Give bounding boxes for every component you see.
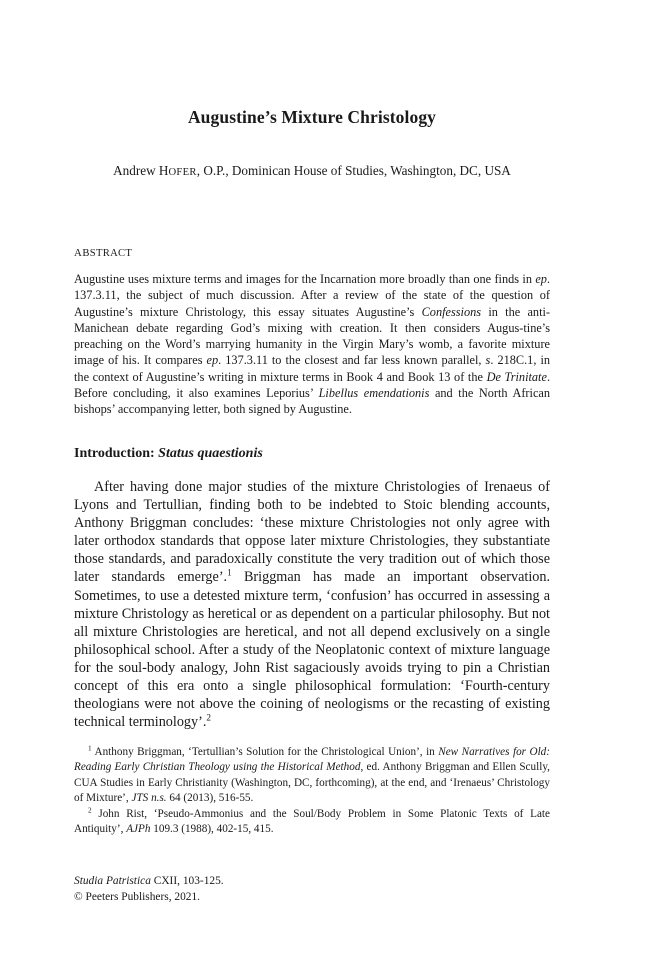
abstract-italic: s [485,353,491,368]
copyright-line: © Peeters Publishers, 2021. [74,890,201,903]
footnote-italic: JTS n.s. [131,792,167,805]
journal-name: Studia Patristica [74,875,151,887]
body-segment: After having done major studies of the mixture Christologies of Irenaeus of Lyons and Tertullian, finding both to be indebted to Stoic blending accounts, Anthony Briggman concludes: ‘these mixture Christologies not only agree with later orthodox standards that oppose later mixture Christologies, they substantiate those standards, and paradoxically constitute the very tradition out of which those later standards emerge’. [74,479,550,586]
footnote-2 [74,807,550,838]
abstract-segment: . 218C.1, in the context of Augustine’s writing in mixture terms in Book 4 and Book 13 of the [74,353,551,384]
abstract-segment: and the North African bishops’ accompanying letter, both signed by Augustine. [74,386,551,417]
abstract-segment: . 137.3.11 to the closest and far less known parallel, [218,353,486,368]
footnote-1 [74,745,550,807]
abstract-italic: ep [206,353,219,368]
abstract-text [74,271,550,418]
abstract-segment: Augustine uses mixture terms and images for the Incarnation more broadly than one finds in [74,272,536,286]
abstract-segment: . 137.3.11, the subject of much discussion. After a review of the state of the question of Augustine’s mixture Christology, this essay situates Augustine’s [74,272,550,319]
footnote-ref-2[interactable]: 2 [206,712,211,723]
abstract-segment: . Before concluding, it also examines Leporius’ [74,369,551,401]
footnote-italic: New Narratives for Old: Reading Early Christian Theology using the Historical Method [74,746,550,774]
footnote-segment: John Rist, ‘Pseudo-Ammonius and the Soul/Body Problem in Some Platonic Texts of Late Antiquity’, [74,807,550,836]
abstract-segment: in the anti-Manichean debate regarding God’s mixing with creation. It then considers Augus-tine’s preaching on the Word’s marrying humanity in the Virgin Mary’s womb, a favorite mixture image of his. It compares [74,304,550,368]
footnote-segment: 64 (2013), 516-55. [166,792,254,805]
abstract-italic: Libellus emendationis [318,386,430,401]
footnote-ref-1[interactable]: 1 [227,567,232,578]
section-heading [74,446,263,462]
abstract-italic: Confessions [421,304,482,319]
paper-title: Augustine’s Mixture Christology [187,107,437,127]
body-segment: Briggman has made an important observation. Sometimes, to use a detested mixture term, ‘confusion’ has occurred in assessing a mixture Christology as heretical or as dependent on a particular philosophy. But not all mixture Christologies are heretical, and not all depend exclusively on a single philosophical school. After a study of the Neoplatonic context of mixture language for the soul-body analogy, John Rist sagaciously avoids trying to pin a Christian concept of this era onto a single philosophical formulation: ‘Fourth-century theologians were not above the coining of neologisms or the recasting of existing technical terminology’. [74,569,550,731]
abstract-heading-rest: BSTRACT [82,248,133,259]
footnotes [74,745,550,837]
author-line [0,163,624,179]
abstract-heading [74,247,132,259]
author-surname-initial: H [158,163,169,178]
footnote-italic: AJPh [126,823,151,836]
journal-pages: CXII, 103-125. [150,875,224,887]
section-heading-italic: Status quaestionis [158,446,263,461]
imprint [74,874,224,905]
footnote-segment: Anthony Briggman, ‘Tertullian’s Solution for the Christological Union’, in [91,746,439,758]
footnote-mark: 1 [88,744,92,753]
abstract-italic: ep [535,272,547,286]
author-surname-rest: OFER [168,167,197,178]
footnote-segment: 109.3 (1988), 402-15, 415. [150,823,274,836]
footnote-segment: , ed. Anthony Briggman and Ellen Scully, CUA Studies in Early Christianity (Washington, DC, forthcoming), at the end, and ‘Irenaeus’ Christology of Mixture’, [74,761,550,805]
author-affiliation: , O.P., Dominican House of Studies, Washington, DC, USA [196,163,511,178]
journal-citation [74,874,224,890]
body-paragraph [74,478,550,731]
abstract-heading-initial: A [74,247,83,259]
section-heading-plain: Introduction: [74,446,159,461]
author-first-name: Andrew [113,163,159,178]
abstract-italic: De Trinitate [486,369,547,384]
body-text [74,478,550,731]
footnote-mark: 2 [88,805,92,814]
